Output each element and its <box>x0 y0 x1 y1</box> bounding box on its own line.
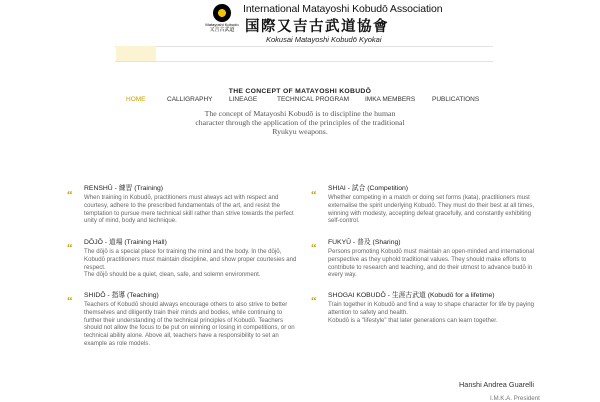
nav-item-calligraphy[interactable]: CALLIGRAPHY <box>167 96 213 103</box>
quote-icon: “ <box>67 295 73 307</box>
nav-item-publications[interactable]: PUBLICATIONS <box>432 96 480 103</box>
site-title-cjk: 国際又吉古武道協會 <box>245 18 389 35</box>
principle-title: SHIDŌ - 指導 (Teaching) <box>84 292 159 299</box>
site-logo[interactable] <box>205 4 239 42</box>
principle-paragraph: The dōjō should be a quiet, clean, safe, and solemn environment. <box>84 271 261 279</box>
principle-body <box>84 301 299 348</box>
signature-name: Hanshi Andrea Guarelli <box>459 380 535 389</box>
principle-body <box>328 248 543 279</box>
principle-lifetime <box>328 292 543 324</box>
principle-title: SHOGAI KOBUDŌ - 生涯古武道 (Kobudō for a lifetime) <box>328 292 495 299</box>
site-header <box>0 0 600 44</box>
quote-icon: “ <box>311 295 317 307</box>
nav-item-lineage[interactable]: LINEAGE <box>229 96 258 103</box>
principle-competition <box>328 185 543 225</box>
nav-item-imka-members[interactable]: IMKA MEMBERS <box>365 96 416 103</box>
signature-role: I.M.K.A. President <box>490 395 540 402</box>
principle-title: RENSHŪ - 練習 (Training) <box>84 185 164 192</box>
principle-training <box>84 185 299 225</box>
principle-paragraph: Persons promoting Kobudō must maintain an open-minded and international perspective as they uphold traditional values. They should make efforts to contribute to research and teaching, and do their utmost to advance budō in every way. <box>328 248 534 279</box>
nav-item-technical-program[interactable]: TECHNICAL PROGRAM <box>277 96 349 103</box>
principle-paragraph: Train together in Kobudō and find a way to shape character for life by paying attention to safety and health. <box>328 301 535 316</box>
principle-body <box>328 301 543 324</box>
logo-caption-cjk: 又吉古武道 <box>209 27 235 33</box>
site-title: International Matayoshi Kobudō Association <box>243 3 443 15</box>
principle-paragraph: The dōjō is a special place for training the mind and the body. In the dōjō, Kobudō practitioners must maintain discipline, and show proper courtesies and respect. <box>84 248 297 271</box>
principle-paragraph: Teachers of Kobudō should always encourage others to also strive to better themselves and diligently train their minds and bodies, while continuing to further their understanding of the technical principles of Kobudō. Teachers should not allow the focus to be put on winning or losing in competitions, or on technical ability alone. Above all, teachers have a responsibility to set an example as role models. <box>84 301 295 347</box>
principle-paragraph: Kobudō is a "lifestyle" that later generations can learn together. <box>328 316 498 324</box>
principle-title: FUKYŪ - 普及 (Sharing) <box>328 239 401 246</box>
quote-icon: “ <box>311 242 317 254</box>
principle-body <box>84 248 299 279</box>
principle-paragraph: When training in Kobudō, practitioners must always act with respect and courtesy, adhere to the prescribed fundamentals of the art, and resist the temptation to pursue mere technical skill rather than strive towards the perfect unity of mind, body and technique. <box>84 194 294 225</box>
principle-title: SHIAI - 試合 (Competition) <box>328 185 409 192</box>
logo-caption: Matayoshi Kobudo <box>205 22 239 27</box>
site-title-romanized: Kokusai Matayoshi Kobudō Kyokai <box>266 35 382 44</box>
section-title: THE CONCEPT OF MATAYOSHI KOBUDŌ <box>228 88 372 95</box>
principle-sharing <box>328 239 543 279</box>
quote-icon: “ <box>67 242 73 254</box>
principle-paragraph: Whether competing in a match or doing set forms (kata), practitioners must externalise the spirit underlying Kobudō. They must do their best at all times, winning with modesty, accepting defeat gracefully, and constantly exhibiting self-control. <box>328 194 535 225</box>
principle-title: DŌJŌ - 道場 (Training Hall) <box>84 239 167 246</box>
nav-item-home[interactable]: HOME <box>126 96 146 103</box>
quote-icon: “ <box>67 189 73 201</box>
principle-body <box>328 194 543 225</box>
intro-text: The concept of Matayoshi Kobudō is to discipline the human character through the application of the principles of the traditional Ryukyu weapons. <box>195 109 405 136</box>
principle-teaching <box>84 292 299 348</box>
principle-body <box>84 194 299 225</box>
quote-icon: “ <box>311 189 317 201</box>
logo-emblem-icon <box>213 4 231 22</box>
principle-training-hall <box>84 239 299 279</box>
